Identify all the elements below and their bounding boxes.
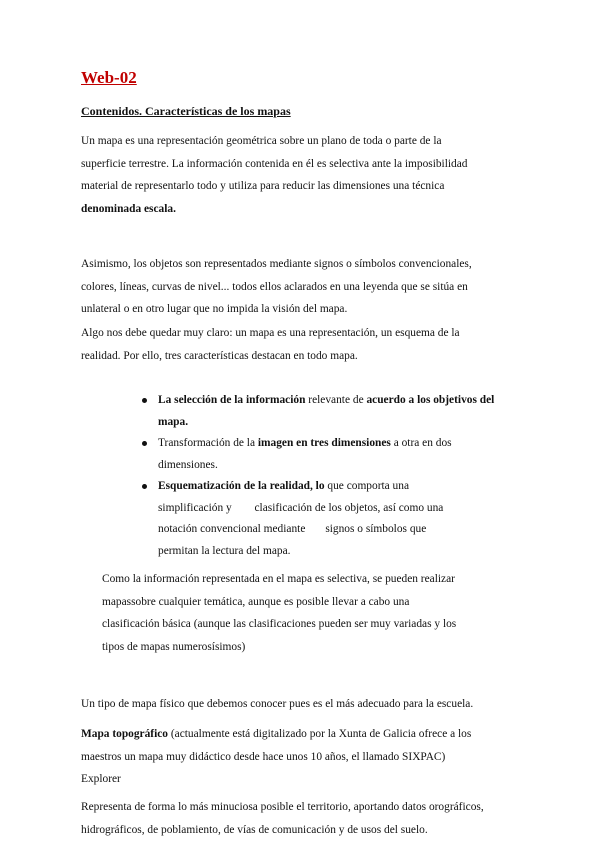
bold-term: La selección de la información	[158, 394, 306, 406]
bold-term: imagen en tres dimensiones	[257, 437, 391, 449]
text-line: Representa de forma lo más minuciosa posible el territorio, aportando datos orográficos,	[81, 801, 484, 813]
section-subtitle: Contenidos. Características de los mapas	[81, 104, 291, 118]
bullet-icon	[142, 484, 147, 489]
bold-term: Esquematización de la realidad, lo	[158, 480, 325, 492]
text-line: mapassobre cualquier temática, aunque es posible llevar a cabo una	[102, 595, 410, 608]
text-line: tipos de mapas numerosísimos)	[102, 640, 246, 653]
paragraph-characteristics-intro	[81, 322, 521, 367]
text-line: maestros un mapa muy didáctico desde hace unos 10 años, el llamado SIXPAC)	[81, 750, 446, 763]
bold-term: denominada escala.	[81, 202, 176, 215]
bold-term: Mapa topográfico	[81, 728, 168, 740]
paragraph-definition	[81, 130, 521, 220]
list-item: Transformación de la imagen en tres dimensiones a otra en dos dimensiones.	[142, 433, 522, 476]
text-line: Como la información representada en el mapa es selectiva, se pueden realizar	[102, 573, 455, 585]
text-line: clasificación básica (aunque las clasificaciones pueden ser muy variadas y los	[102, 618, 457, 630]
paragraph-symbols	[81, 253, 521, 321]
text-line: colores, líneas, curvas de nivel... todos ellos aclarados en una leyenda que se sitúa en	[81, 280, 468, 293]
paragraph-topographic-map: Mapa topográfico (actualmente está digitalizado por la Xunta de Galicia ofrece a los maestros un mapa muy didáctico desde hace unos 10 años, el llamado SIXPAC) Explorer	[81, 723, 521, 791]
text-line: superficie terrestre. La información contenida en él es selectiva ante la imposibilidad	[81, 157, 468, 170]
document-title: Web-02	[81, 68, 137, 87]
text-line: unlateral o en otro lugar que no impida la visión del mapa.	[81, 303, 348, 315]
bullet-icon	[142, 398, 147, 403]
text-line: Un tipo de mapa físico que debemos conocer pues es el más adecuado para la escuela.	[81, 698, 474, 710]
bullet-icon	[142, 441, 147, 446]
text-line: Explorer	[81, 773, 121, 785]
text-line: material de representarlo todo y utiliza para reducir las dimensiones una técnica	[81, 180, 445, 192]
text-line: hidrográficos, de poblamiento, de vías de comunicación y de usos del suelo.	[81, 823, 428, 836]
text-line: Algo nos debe quedar muy claro: un mapa es una representación, un esquema de la	[81, 327, 460, 339]
list-item: Esquematización de la realidad, lo que comporta una simplificación y clasificación de los objetos, así como una notación convencional mediante signos o símbolos que permitan la lectura del mapa.	[142, 476, 522, 562]
bold-term: acuerdo a los objetivos del	[366, 394, 495, 406]
paragraph-physical-map	[81, 693, 521, 716]
text-line: realidad. Por ello, tres características destacan en todo mapa.	[81, 349, 358, 362]
paragraph-map-types	[102, 568, 542, 658]
characteristics-list	[142, 390, 522, 562]
text-line: Un mapa es una representación geométrica sobre un plano de toda o parte de la	[81, 135, 442, 147]
text-line: Asimismo, los objetos son representados mediante signos o símbolos convencionales,	[81, 258, 472, 270]
list-item: La selección de la información relevante de acuerdo a los objetivos del mapa.	[142, 390, 522, 433]
bold-term: mapa.	[158, 415, 189, 428]
paragraph-representation	[81, 796, 521, 841]
